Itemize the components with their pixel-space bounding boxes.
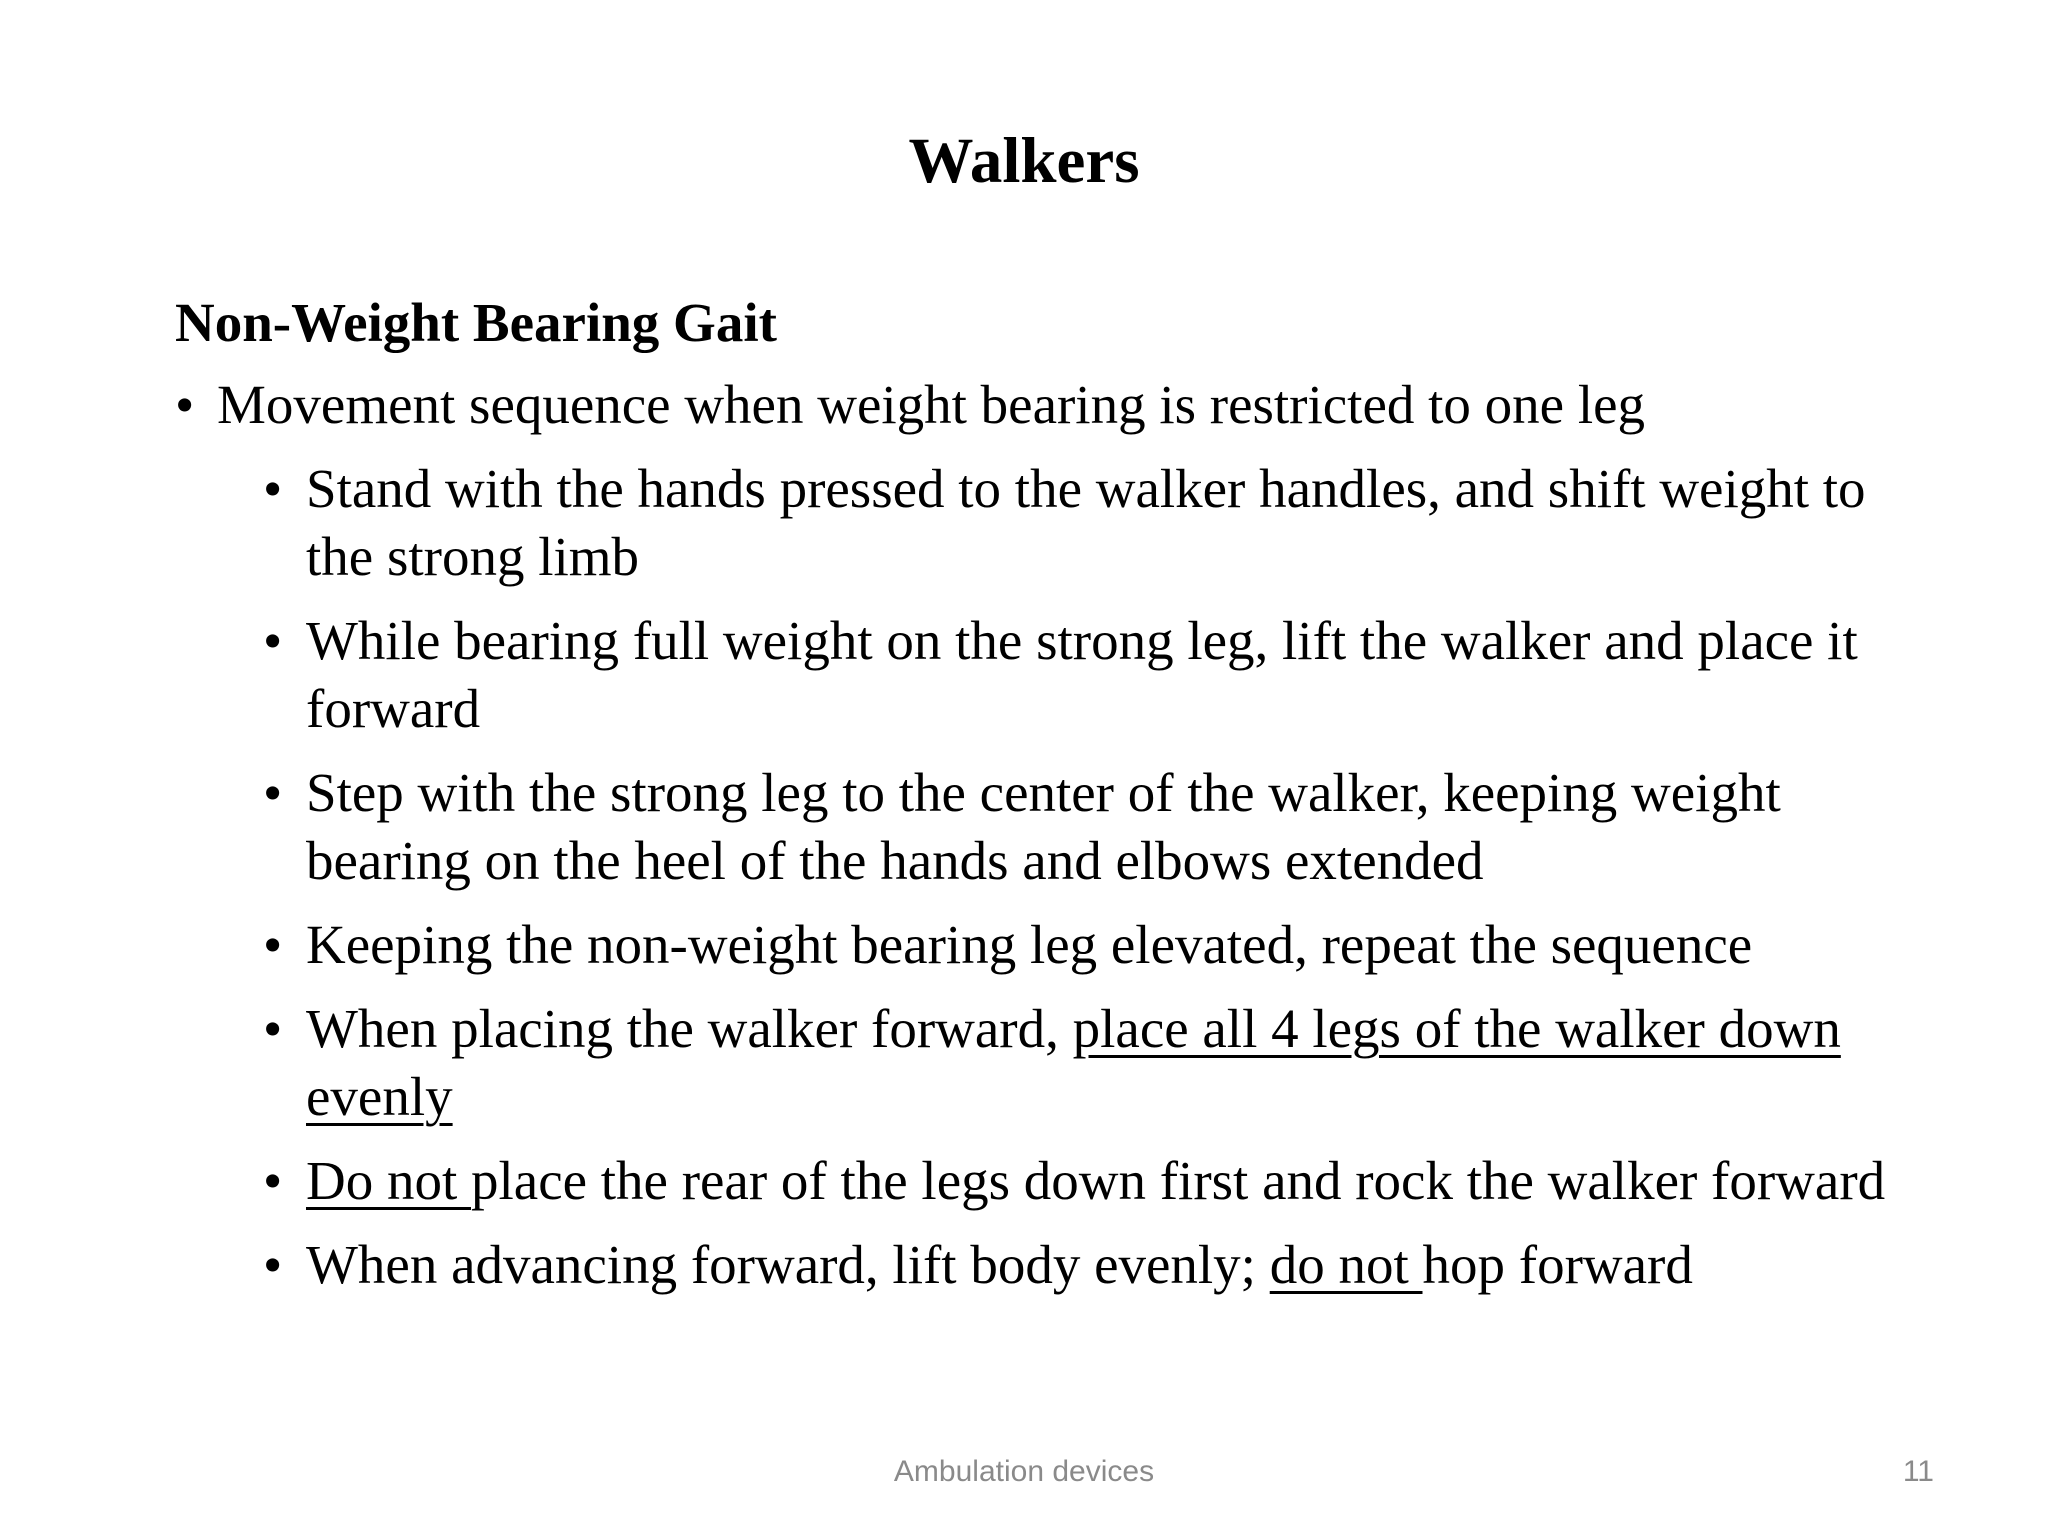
bullet-icon: • bbox=[263, 1234, 283, 1295]
step-text: Step with the strong leg to the center of the walker, keeping weight bearing on the heel of the hands and elbows extended bbox=[306, 762, 1781, 891]
step-text-underlined: place all 4 legs of the walker down evenly bbox=[306, 998, 1841, 1127]
bullet-icon: • bbox=[263, 1150, 283, 1211]
bullet-icon: • bbox=[263, 914, 283, 975]
step-list bbox=[263, 455, 1943, 1315]
page-number: 11 bbox=[1902, 1455, 1934, 1488]
step-item bbox=[263, 455, 1943, 591]
step-text-underlined: Do not bbox=[306, 1150, 471, 1211]
step-text: place the rear of the legs down first and rock the walker forward bbox=[471, 1150, 1886, 1211]
step-text: When advancing forward, lift body evenly; bbox=[306, 1234, 1270, 1295]
footer-title: Ambulation devices bbox=[893, 1455, 1155, 1488]
step-text: When placing the walker forward, bbox=[306, 998, 1073, 1059]
bullet-icon: • bbox=[263, 762, 283, 823]
main-bullet-text: Movement sequence when weight bearing is restricted to one leg bbox=[217, 374, 1646, 435]
step-item bbox=[263, 607, 1943, 743]
step-text-underlined: do not bbox=[1269, 1234, 1423, 1295]
step-text: Stand with the hands pressed to the walker handles, and shift weight to the strong limb bbox=[306, 458, 1866, 587]
step-item bbox=[263, 995, 1943, 1131]
step-item bbox=[263, 1231, 1943, 1299]
step-item bbox=[263, 759, 1943, 895]
slide-title: Walkers bbox=[908, 125, 1140, 197]
step-text: Keeping the non-weight bearing leg elevated, repeat the sequence bbox=[306, 914, 1753, 975]
step-text: While bearing full weight on the strong leg, lift the walker and place it forward bbox=[306, 610, 1858, 739]
bullet-icon: • bbox=[263, 998, 283, 1059]
bullet-icon: • bbox=[175, 374, 195, 435]
section-heading: Non-Weight Bearing Gait bbox=[175, 292, 777, 353]
bullet-icon: • bbox=[263, 610, 283, 671]
step-item bbox=[263, 911, 1943, 979]
step-text: hop forward bbox=[1422, 1234, 1693, 1295]
step-item bbox=[263, 1147, 1943, 1215]
bullet-icon: • bbox=[263, 458, 283, 519]
